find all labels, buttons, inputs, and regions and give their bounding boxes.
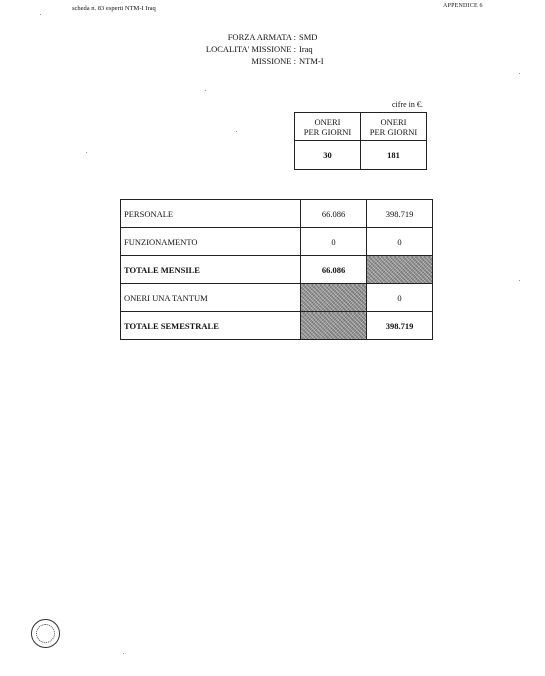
funzionamento-col1: 0 bbox=[301, 228, 367, 256]
scan-speck bbox=[123, 653, 124, 654]
missione-value: NTM-I bbox=[299, 56, 324, 66]
table-row bbox=[121, 256, 433, 284]
totale-semestrale-col2: 398.719 bbox=[367, 312, 433, 340]
days-header-col2 bbox=[361, 113, 427, 141]
days-table bbox=[294, 112, 427, 170]
days-value-col2: 181 bbox=[361, 141, 427, 170]
localita-missione-label: LOCALITA' MISSIONE : bbox=[205, 44, 296, 54]
oneri-una-tantum-col2: 0 bbox=[367, 284, 433, 312]
days-header-col1-line1: ONERI bbox=[314, 116, 341, 127]
mission-info-values bbox=[299, 31, 324, 67]
days-value-col1: 30 bbox=[295, 141, 361, 170]
scan-speck bbox=[205, 90, 206, 91]
scan-speck bbox=[236, 131, 237, 132]
scan-speck bbox=[519, 73, 520, 74]
missione-label: MISSIONE : bbox=[251, 56, 296, 66]
cost-table bbox=[120, 199, 433, 340]
currency-note: cifre in €. bbox=[392, 100, 423, 109]
appendix-label: APPENDICE 6 bbox=[443, 3, 483, 9]
table-row bbox=[121, 228, 433, 256]
row-label-funzionamento: FUNZIONAMENTO bbox=[121, 228, 301, 256]
table-row bbox=[121, 200, 433, 228]
row-label-totale-mensile: TOTALE MENSILE bbox=[121, 256, 301, 284]
localita-missione-value: Iraq bbox=[299, 44, 313, 54]
days-header-col1 bbox=[295, 113, 361, 141]
days-header-col2-line2: PER GIORNI bbox=[369, 126, 418, 137]
oneri-una-tantum-col1-shaded bbox=[301, 284, 367, 312]
row-label-oneri-una-tantum: ONERI UNA TANTUM bbox=[121, 284, 301, 312]
totale-semestrale-col1-shaded bbox=[301, 312, 367, 340]
row-label-totale-semestrale: TOTALE SEMESTRALE bbox=[121, 312, 301, 340]
row-label-personale: PERSONALE bbox=[121, 200, 301, 228]
totale-mensile-col2-shaded bbox=[367, 256, 433, 284]
days-header-col1-line2: PER GIORNI bbox=[303, 126, 352, 137]
table-row bbox=[121, 284, 433, 312]
personale-col1: 66.086 bbox=[301, 200, 367, 228]
official-stamp-icon bbox=[31, 619, 60, 648]
totale-mensile-col1: 66.086 bbox=[301, 256, 367, 284]
forza-armata-label: FORZA ARMATA : bbox=[227, 32, 296, 42]
personale-col2: 398.719 bbox=[367, 200, 433, 228]
funzionamento-col2: 0 bbox=[367, 228, 433, 256]
scan-speck bbox=[519, 280, 520, 281]
scan-speck bbox=[86, 152, 87, 153]
forza-armata-value: SMD bbox=[299, 32, 318, 42]
days-header-col2-line1: ONERI bbox=[380, 116, 407, 127]
table-row bbox=[121, 312, 433, 340]
document-reference: scheda n. 83 esperti NTM-I Iraq bbox=[72, 5, 156, 12]
scan-speck bbox=[40, 14, 41, 15]
